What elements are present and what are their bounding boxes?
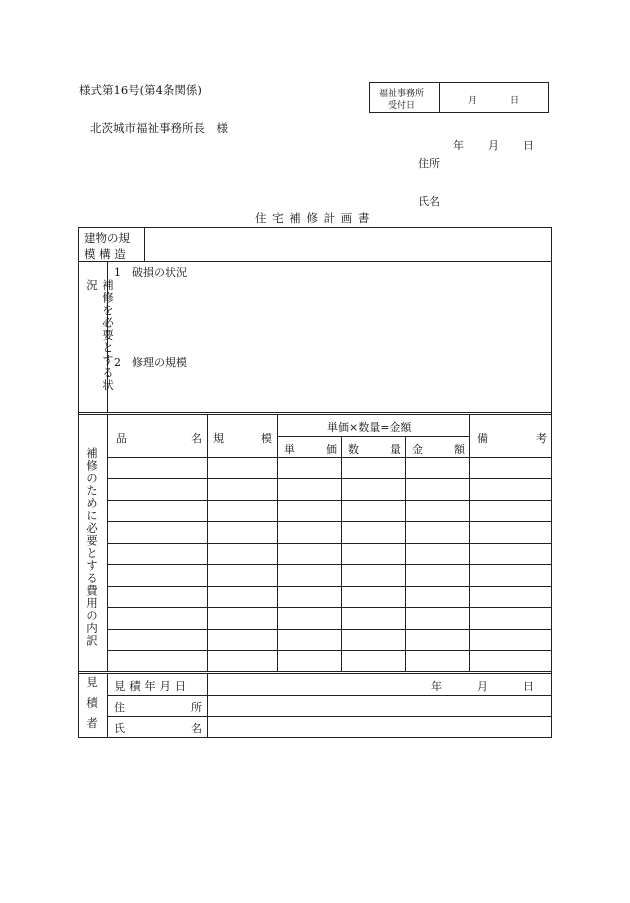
applicant-day[interactable]: 日 [523, 139, 534, 152]
repair-section-label: 補修を必要とする状況 [85, 279, 115, 392]
cost-table-body[interactable] [108, 458, 551, 671]
applicant-address-label: 住所 [418, 157, 440, 170]
repair-item-scale: 2 修理の規模 [114, 356, 187, 369]
building-label-line1: 建物の規 [84, 231, 130, 245]
estimator-label: 見積者 [85, 676, 99, 738]
header-remarks-b: 考 [536, 432, 547, 445]
repair-item-damage: 1 破損の状況 [114, 266, 187, 279]
estimator-name-field[interactable] [209, 717, 551, 736]
estimate-day[interactable]: 日 [523, 680, 534, 693]
document-title: 住 宅 補 修 計 画 書 [255, 211, 371, 225]
cost-section-label: 補修のために必要とする費用の内訳 [85, 447, 99, 647]
reception-box [369, 82, 549, 113]
header-unit-price-a: 単 [284, 443, 295, 456]
header-quantity-b: 量 [390, 443, 401, 456]
applicant-month[interactable]: 月 [488, 139, 499, 152]
header-remarks-a: 備 [477, 432, 488, 445]
estimate-month[interactable]: 月 [477, 680, 488, 693]
repair-condition-field[interactable] [110, 280, 550, 410]
estimator-name-a: 氏 [114, 722, 125, 735]
reception-label-line2: 受付日 [388, 101, 416, 111]
estimator-address-a: 住 [114, 701, 125, 714]
estimator-address-field[interactable] [209, 696, 551, 715]
estimate-year[interactable]: 年 [431, 680, 442, 693]
header-item-name-b: 名 [191, 432, 202, 445]
header-unit-price-b: 価 [326, 443, 337, 456]
reception-month[interactable]: 月 [468, 96, 478, 106]
applicant-name-label: 氏名 [418, 195, 440, 208]
header-scale-b: 模 [261, 432, 272, 445]
building-label-line2: 模 構 造 [84, 247, 126, 261]
estimator-address-b: 所 [191, 701, 202, 714]
estimator-name-b: 名 [191, 722, 202, 735]
estimate-date-label: 見 積 年 月 日 [114, 679, 187, 693]
header-item-name-a: 品 [116, 432, 127, 445]
reception-day[interactable]: 日 [510, 96, 520, 106]
building-structure-field[interactable] [146, 229, 550, 259]
header-amount-b: 額 [454, 443, 465, 456]
header-amount-a: 金 [412, 443, 423, 456]
header-quantity-a: 数 [348, 443, 359, 456]
header-formula: 単価×数量=金額 [327, 421, 412, 434]
form-number: 様式第16号(第4条関係) [79, 83, 202, 97]
applicant-year[interactable]: 年 [453, 139, 464, 152]
header-scale-a: 規 [213, 432, 224, 445]
addressee: 北茨城市福祉事務所長 様 [90, 121, 228, 135]
reception-label-line1: 福祉事務所 [379, 89, 425, 99]
